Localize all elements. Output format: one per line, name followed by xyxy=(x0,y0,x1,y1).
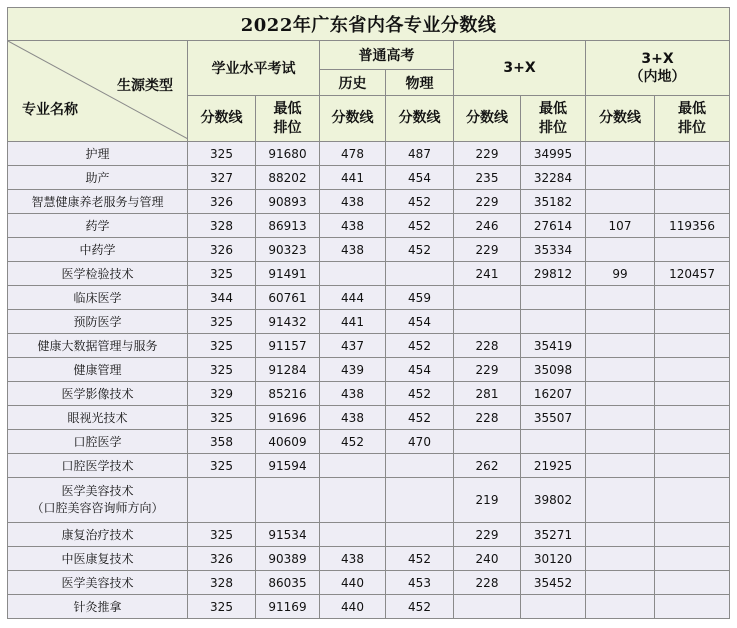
physics-score-cell: 454 xyxy=(386,358,454,382)
xueye-rank-cell: 91284 xyxy=(256,358,320,382)
three-x-score-cell: 228 xyxy=(454,406,521,430)
xueye-rank-cell: 86035 xyxy=(256,571,320,595)
major-name: 医学美容技术 xyxy=(61,484,134,498)
major-name: 健康管理 xyxy=(73,363,122,377)
inland-rank-cell: 120457 xyxy=(655,262,730,286)
xueye-rank-cell: 91534 xyxy=(256,523,320,547)
inland-score-cell xyxy=(586,523,655,547)
three-x-rank-cell: 35098 xyxy=(521,358,586,382)
xueye-rank-cell: 60761 xyxy=(256,286,320,310)
physics-score-cell: 470 xyxy=(386,430,454,454)
xueye-rank-cell: 91157 xyxy=(256,334,320,358)
major-name: 针灸推拿 xyxy=(73,600,122,614)
major-name: 健康大数据管理与服务 xyxy=(37,339,158,353)
xueye-rank-cell: 91432 xyxy=(256,310,320,334)
inland-score-cell: 107 xyxy=(586,214,655,238)
inland-score-cell xyxy=(586,334,655,358)
table-row xyxy=(8,523,730,547)
three-x-header: 3+X xyxy=(454,41,586,96)
three-x-score-cell: 229 xyxy=(454,238,521,262)
history-score-cell xyxy=(320,523,386,547)
history-score-cell: 438 xyxy=(320,547,386,571)
three-x-rank-cell: 32284 xyxy=(521,166,586,190)
inland-rank-cell xyxy=(655,406,730,430)
physics-score-cell: 454 xyxy=(386,310,454,334)
inland-rank-cell xyxy=(655,595,730,619)
table-row xyxy=(8,454,730,478)
major-cell xyxy=(8,406,188,430)
xueye-rank-cell: 91491 xyxy=(256,262,320,286)
putong-header: 普通高考 xyxy=(320,41,454,70)
inland-score-cell xyxy=(586,166,655,190)
major-name: 药学 xyxy=(85,219,110,233)
three-x-score-cell xyxy=(454,430,521,454)
table-body xyxy=(8,142,730,619)
three-x-score-cell: 228 xyxy=(454,334,521,358)
inland-score-cell xyxy=(586,190,655,214)
xueye-score-cell: 326 xyxy=(188,190,256,214)
history-score-cell: 441 xyxy=(320,310,386,334)
score-line-header: 分数线 xyxy=(188,96,256,142)
major-name: 医学检验技术 xyxy=(61,267,134,281)
three-x-rank-cell: 35334 xyxy=(521,238,586,262)
inland-rank-cell xyxy=(655,334,730,358)
table-row xyxy=(8,190,730,214)
history-score-cell: 437 xyxy=(320,334,386,358)
three-x-score-cell: 229 xyxy=(454,358,521,382)
xueye-score-cell: 325 xyxy=(188,142,256,166)
inland-rank-cell xyxy=(655,166,730,190)
inland-rank-cell xyxy=(655,142,730,166)
inland-score-cell xyxy=(586,478,655,523)
xueye-score-cell: 325 xyxy=(188,262,256,286)
table-row xyxy=(8,478,730,523)
xueye-score-cell: 325 xyxy=(188,595,256,619)
physics-score-cell: 487 xyxy=(386,142,454,166)
three-x-rank-cell: 21925 xyxy=(521,454,586,478)
table-row xyxy=(8,214,730,238)
three-x-inland-line1: 3+X xyxy=(641,51,674,67)
xueye-score-cell: 328 xyxy=(188,214,256,238)
table-row xyxy=(8,406,730,430)
xueye-rank-cell: 90323 xyxy=(256,238,320,262)
inland-rank-cell xyxy=(655,547,730,571)
major-name: 医学影像技术 xyxy=(61,387,134,401)
major-name: 护理 xyxy=(85,147,110,161)
major-name: 智慧健康养老服务与管理 xyxy=(31,195,164,209)
major-cell xyxy=(8,382,188,406)
source-type-label: 生源类型 xyxy=(117,78,173,94)
score-line-header: 分数线 xyxy=(454,96,521,142)
three-x-score-cell xyxy=(454,286,521,310)
inland-score-cell xyxy=(586,142,655,166)
inland-score-cell xyxy=(586,358,655,382)
xueye-rank-cell: 90389 xyxy=(256,547,320,571)
xueye-rank-cell: 40609 xyxy=(256,430,320,454)
xueye-score-cell: 329 xyxy=(188,382,256,406)
inland-rank-cell xyxy=(655,286,730,310)
inland-rank-cell xyxy=(655,571,730,595)
three-x-rank-cell: 35507 xyxy=(521,406,586,430)
min-rank-header: 最低 排位 xyxy=(521,96,586,142)
inland-score-cell xyxy=(586,547,655,571)
major-cell xyxy=(8,454,188,478)
xueye-score-cell: 358 xyxy=(188,430,256,454)
xueye-score-cell: 326 xyxy=(188,547,256,571)
major-name: 眼视光技术 xyxy=(67,411,128,425)
inland-rank-cell xyxy=(655,454,730,478)
major-name: 预防医学 xyxy=(73,315,122,329)
three-x-rank-cell: 30120 xyxy=(521,547,586,571)
inland-score-cell xyxy=(586,430,655,454)
xueye-rank-cell: 91594 xyxy=(256,454,320,478)
score-table xyxy=(7,7,730,619)
major-cell xyxy=(8,310,188,334)
score-table-container xyxy=(7,7,729,619)
major-cell xyxy=(8,238,188,262)
xueye-score-cell xyxy=(188,478,256,523)
three-x-inland-header xyxy=(586,41,730,96)
inland-score-cell xyxy=(586,238,655,262)
table-row xyxy=(8,358,730,382)
inland-rank-cell xyxy=(655,430,730,454)
physics-score-cell: 453 xyxy=(386,571,454,595)
table-row xyxy=(8,166,730,190)
physics-score-cell: 452 xyxy=(386,238,454,262)
major-name: 康复治疗技术 xyxy=(61,528,134,542)
physics-score-cell: 452 xyxy=(386,334,454,358)
inland-rank-cell xyxy=(655,358,730,382)
three-x-inland-line2: （内地） xyxy=(629,69,686,85)
xueye-score-cell: 325 xyxy=(188,406,256,430)
score-line-header: 分数线 xyxy=(586,96,655,142)
score-line-header: 分数线 xyxy=(320,96,386,142)
three-x-rank-cell xyxy=(521,310,586,334)
major-subname: （口腔美容咨询师方向） xyxy=(31,501,164,515)
major-name: 中药学 xyxy=(79,243,116,257)
history-score-cell xyxy=(320,454,386,478)
three-x-score-cell: 241 xyxy=(454,262,521,286)
min-rank-header: 最低 排位 xyxy=(256,96,320,142)
table-row xyxy=(8,334,730,358)
inland-rank-cell xyxy=(655,190,730,214)
xueye-score-cell: 325 xyxy=(188,310,256,334)
inland-rank-cell xyxy=(655,238,730,262)
major-cell xyxy=(8,478,188,523)
major-cell xyxy=(8,547,188,571)
three-x-score-cell: 229 xyxy=(454,523,521,547)
major-name: 口腔医学技术 xyxy=(61,459,134,473)
three-x-score-cell: 228 xyxy=(454,571,521,595)
table-row xyxy=(8,142,730,166)
physics-header: 物理 xyxy=(386,70,454,96)
diagonal-header-cell xyxy=(8,41,188,142)
physics-score-cell: 452 xyxy=(386,190,454,214)
table-row xyxy=(8,286,730,310)
physics-score-cell: 454 xyxy=(386,166,454,190)
inland-score-cell xyxy=(586,406,655,430)
physics-score-cell: 452 xyxy=(386,595,454,619)
history-score-cell: 438 xyxy=(320,406,386,430)
history-score-cell xyxy=(320,262,386,286)
three-x-score-cell: 219 xyxy=(454,478,521,523)
major-cell xyxy=(8,214,188,238)
inland-rank-cell xyxy=(655,382,730,406)
three-x-rank-cell xyxy=(521,595,586,619)
inland-score-cell xyxy=(586,286,655,310)
xueye-score-cell: 326 xyxy=(188,238,256,262)
physics-score-cell xyxy=(386,454,454,478)
inland-score-cell xyxy=(586,310,655,334)
major-cell xyxy=(8,571,188,595)
min-rank-header: 最低 排位 xyxy=(655,96,730,142)
table-row xyxy=(8,238,730,262)
three-x-score-cell: 229 xyxy=(454,190,521,214)
physics-score-cell xyxy=(386,523,454,547)
xueye-score-cell: 327 xyxy=(188,166,256,190)
three-x-rank-cell: 35182 xyxy=(521,190,586,214)
page-title: 2022年广东省内各专业分数线 xyxy=(8,8,730,41)
major-cell xyxy=(8,142,188,166)
three-x-rank-cell: 39802 xyxy=(521,478,586,523)
three-x-score-cell: 281 xyxy=(454,382,521,406)
inland-rank-cell xyxy=(655,310,730,334)
xueye-rank-cell: 91169 xyxy=(256,595,320,619)
inland-score-cell xyxy=(586,571,655,595)
score-line-header: 分数线 xyxy=(386,96,454,142)
history-score-cell: 438 xyxy=(320,382,386,406)
xueye-rank-cell: 90893 xyxy=(256,190,320,214)
history-score-cell: 440 xyxy=(320,571,386,595)
three-x-rank-cell xyxy=(521,286,586,310)
major-name: 医学美容技术 xyxy=(61,576,134,590)
three-x-score-cell xyxy=(454,595,521,619)
table-row xyxy=(8,571,730,595)
xueye-rank-cell xyxy=(256,478,320,523)
major-name-label: 专业名称 xyxy=(22,102,78,118)
table-row xyxy=(8,310,730,334)
title-row xyxy=(8,8,730,41)
physics-score-cell: 452 xyxy=(386,214,454,238)
xueye-rank-cell: 86913 xyxy=(256,214,320,238)
major-cell xyxy=(8,166,188,190)
xueye-score-cell: 325 xyxy=(188,454,256,478)
three-x-rank-cell: 29812 xyxy=(521,262,586,286)
inland-score-cell xyxy=(586,454,655,478)
three-x-score-cell: 235 xyxy=(454,166,521,190)
table-row xyxy=(8,595,730,619)
table-row xyxy=(8,430,730,454)
physics-score-cell: 452 xyxy=(386,382,454,406)
table-row xyxy=(8,382,730,406)
three-x-rank-cell: 27614 xyxy=(521,214,586,238)
physics-score-cell xyxy=(386,262,454,286)
inland-rank-cell xyxy=(655,523,730,547)
major-cell xyxy=(8,334,188,358)
three-x-rank-cell: 16207 xyxy=(521,382,586,406)
three-x-score-cell: 229 xyxy=(454,142,521,166)
three-x-score-cell: 262 xyxy=(454,454,521,478)
three-x-score-cell: 240 xyxy=(454,547,521,571)
major-name: 临床医学 xyxy=(73,291,122,305)
major-name: 助产 xyxy=(85,171,110,185)
physics-score-cell: 459 xyxy=(386,286,454,310)
xueye-score-cell: 325 xyxy=(188,358,256,382)
major-cell xyxy=(8,286,188,310)
three-x-rank-cell xyxy=(521,430,586,454)
table-row xyxy=(8,262,730,286)
three-x-rank-cell: 35452 xyxy=(521,571,586,595)
major-cell xyxy=(8,358,188,382)
history-score-cell: 438 xyxy=(320,214,386,238)
xueye-rank-cell: 88202 xyxy=(256,166,320,190)
three-x-rank-cell: 35419 xyxy=(521,334,586,358)
header-row-1 xyxy=(8,41,730,70)
history-score-cell xyxy=(320,478,386,523)
xueye-header: 学业水平考试 xyxy=(188,41,320,96)
xueye-score-cell: 325 xyxy=(188,523,256,547)
history-header: 历史 xyxy=(320,70,386,96)
three-x-rank-cell: 34995 xyxy=(521,142,586,166)
history-score-cell: 452 xyxy=(320,430,386,454)
three-x-rank-cell: 35271 xyxy=(521,523,586,547)
major-cell xyxy=(8,262,188,286)
xueye-score-cell: 344 xyxy=(188,286,256,310)
history-score-cell: 444 xyxy=(320,286,386,310)
history-score-cell: 439 xyxy=(320,358,386,382)
major-name: 口腔医学 xyxy=(73,435,122,449)
three-x-score-cell: 246 xyxy=(454,214,521,238)
xueye-score-cell: 328 xyxy=(188,571,256,595)
inland-rank-cell xyxy=(655,478,730,523)
history-score-cell: 438 xyxy=(320,238,386,262)
physics-score-cell xyxy=(386,478,454,523)
xueye-score-cell: 325 xyxy=(188,334,256,358)
inland-score-cell xyxy=(586,382,655,406)
xueye-rank-cell: 91696 xyxy=(256,406,320,430)
table-row xyxy=(8,547,730,571)
history-score-cell: 438 xyxy=(320,190,386,214)
inland-score-cell: 99 xyxy=(586,262,655,286)
inland-rank-cell: 119356 xyxy=(655,214,730,238)
major-cell xyxy=(8,595,188,619)
history-score-cell: 440 xyxy=(320,595,386,619)
major-cell xyxy=(8,190,188,214)
physics-score-cell: 452 xyxy=(386,406,454,430)
xueye-rank-cell: 85216 xyxy=(256,382,320,406)
major-cell xyxy=(8,430,188,454)
inland-score-cell xyxy=(586,595,655,619)
history-score-cell: 441 xyxy=(320,166,386,190)
physics-score-cell: 452 xyxy=(386,547,454,571)
major-cell xyxy=(8,523,188,547)
major-name: 中医康复技术 xyxy=(61,552,134,566)
xueye-rank-cell: 91680 xyxy=(256,142,320,166)
history-score-cell: 478 xyxy=(320,142,386,166)
three-x-score-cell xyxy=(454,310,521,334)
